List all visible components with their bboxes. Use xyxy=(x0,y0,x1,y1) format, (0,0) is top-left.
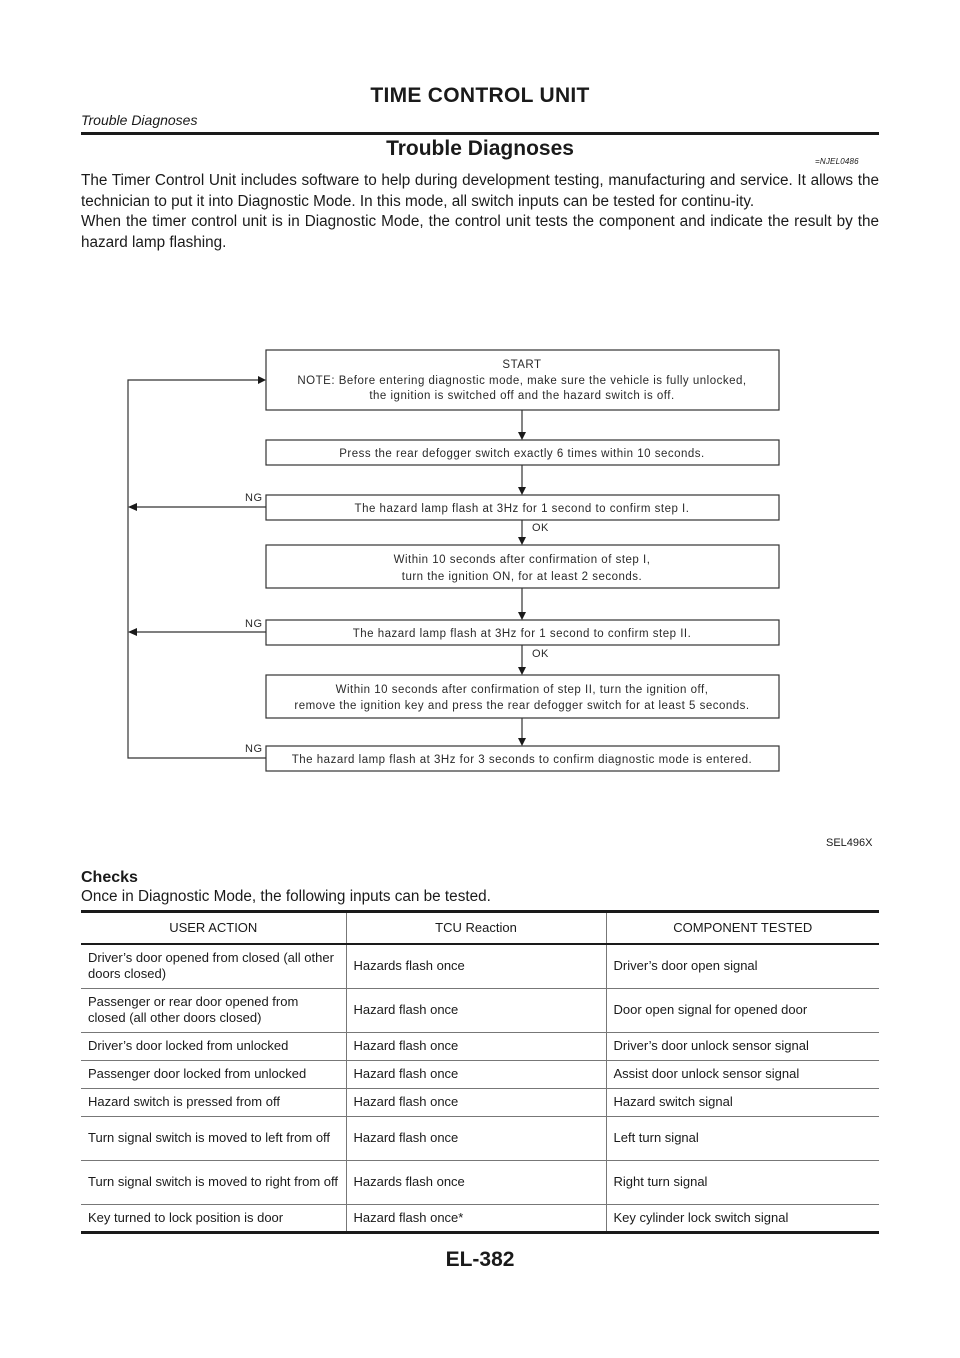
table-row xyxy=(81,1204,879,1232)
ok-label: OK xyxy=(532,648,549,660)
tcu-reaction-cell: Hazards flash once xyxy=(346,944,606,988)
user-action-cell: Passenger or rear door opened from closed (all other doors closed) xyxy=(81,988,346,1032)
intro-paragraph-2: When the timer control unit is in Diagnostic Mode, the control unit tests the component and indicate the result by the hazard lamp flashing. xyxy=(81,213,879,251)
arrow-head xyxy=(518,612,526,620)
component-tested-cell: Driver’s door unlock sensor signal xyxy=(606,1032,879,1060)
checks-table xyxy=(81,910,879,1234)
tcu-reaction-cell: Hazard flash once xyxy=(346,1116,606,1160)
arrow-head xyxy=(518,667,526,675)
column-header-tcu-reaction: TCU Reaction xyxy=(346,912,606,945)
header-divider xyxy=(81,132,879,135)
running-header-title: TIME CONTROL UNIT xyxy=(370,84,590,107)
table-row xyxy=(81,944,879,988)
table-row xyxy=(81,1032,879,1060)
arrow-head xyxy=(258,376,266,384)
ng-label: NG xyxy=(245,492,263,504)
tcu-reaction-cell: Hazard flash once* xyxy=(346,1204,606,1232)
user-action-cell: Hazard switch is pressed from off xyxy=(81,1088,346,1116)
user-action-cell: Passenger door locked from unlocked xyxy=(81,1060,346,1088)
component-tested-cell: Door open signal for opened door xyxy=(606,988,879,1032)
flow-feedback-line xyxy=(128,380,266,758)
arrow-head xyxy=(518,537,526,545)
component-tested-cell: Left turn signal xyxy=(606,1116,879,1160)
flow-start-note-line-2: the ignition is switched off and the hazard switch is off. xyxy=(369,390,675,402)
table-row xyxy=(81,988,879,1032)
page-number: EL-382 xyxy=(445,1248,515,1271)
tcu-reaction-cell: Hazards flash once xyxy=(346,1160,606,1204)
flow-step1-text: Press the rear defogger switch exactly 6 times within 10 seconds. xyxy=(339,448,705,460)
component-tested-cell: Assist door unlock sensor signal xyxy=(606,1060,879,1088)
component-tested-cell: Right turn signal xyxy=(606,1160,879,1204)
intro-paragraph-1: The Timer Control Unit includes software to help during development testing, manufacturing and service. It allows the technician to put it into Diagnostic Mode. In this mode, all switch inputs can be tested for continu-ity. xyxy=(81,172,879,210)
flow-step3-line-2: remove the ignition key and press the rear defogger switch for at least 5 seconds. xyxy=(294,700,750,712)
figure-id: SEL496X xyxy=(826,837,873,849)
ng-label: NG xyxy=(245,618,263,630)
arrow-head xyxy=(518,738,526,746)
table-row xyxy=(81,1116,879,1160)
flow-start-note-line-1: NOTE: Before entering diagnostic mode, make sure the vehicle is fully unlocked, xyxy=(297,375,747,387)
table-row xyxy=(81,1088,879,1116)
table-header-row xyxy=(81,912,879,945)
arrow-head xyxy=(128,628,137,636)
table-row xyxy=(81,1060,879,1088)
checks-heading: Checks xyxy=(81,869,138,886)
ok-label: OK xyxy=(532,522,549,534)
diagnostic-mode-flowchart xyxy=(81,330,881,785)
tcu-reaction-cell: Hazard flash once xyxy=(346,1032,606,1060)
flow-check2-text: The hazard lamp flash at 3Hz for 1 second to confirm step II. xyxy=(352,628,692,640)
user-action-cell: Driver’s door locked from unlocked xyxy=(81,1032,346,1060)
intro-text xyxy=(81,171,879,253)
checks-intro: Once in Diagnostic Mode, the following inputs can be tested. xyxy=(81,888,491,905)
running-header-subtitle: Trouble Diagnoses xyxy=(81,112,198,128)
table-row xyxy=(81,1160,879,1204)
column-header-component-tested: COMPONENT TESTED xyxy=(606,912,879,945)
flow-step2-line-1: Within 10 seconds after confirmation of step I, xyxy=(393,554,651,566)
section-title: Trouble Diagnoses xyxy=(386,137,574,160)
ng-label: NG xyxy=(245,743,263,755)
component-tested-cell: Hazard switch signal xyxy=(606,1088,879,1116)
flow-start-title: START xyxy=(502,359,542,371)
user-action-cell: Key turned to lock position is door xyxy=(81,1204,346,1232)
section-reference-code: =NJEL0486 xyxy=(815,157,859,166)
column-header-user-action: USER ACTION xyxy=(81,912,346,945)
component-tested-cell: Driver’s door open signal xyxy=(606,944,879,988)
flow-step2-line-2: turn the ignition ON, for at least 2 seconds. xyxy=(401,571,643,583)
flow-check3-text: The hazard lamp flash at 3Hz for 3 seconds to confirm diagnostic mode is entered. xyxy=(291,754,753,766)
arrow-head xyxy=(518,487,526,495)
arrow-head xyxy=(128,503,137,511)
component-tested-cell: Key cylinder lock switch signal xyxy=(606,1204,879,1232)
user-action-cell: Turn signal switch is moved to right from off xyxy=(81,1160,346,1204)
flow-check1-text: The hazard lamp flash at 3Hz for 1 second to confirm step I. xyxy=(354,503,690,515)
user-action-cell: Driver’s door opened from closed (all other doors closed) xyxy=(81,944,346,988)
user-action-cell: Turn signal switch is moved to left from off xyxy=(81,1116,346,1160)
tcu-reaction-cell: Hazard flash once xyxy=(346,1060,606,1088)
arrow-head xyxy=(518,432,526,440)
tcu-reaction-cell: Hazard flash once xyxy=(346,988,606,1032)
flow-step3-line-1: Within 10 seconds after confirmation of step II, turn the ignition off, xyxy=(335,684,709,696)
tcu-reaction-cell: Hazard flash once xyxy=(346,1088,606,1116)
